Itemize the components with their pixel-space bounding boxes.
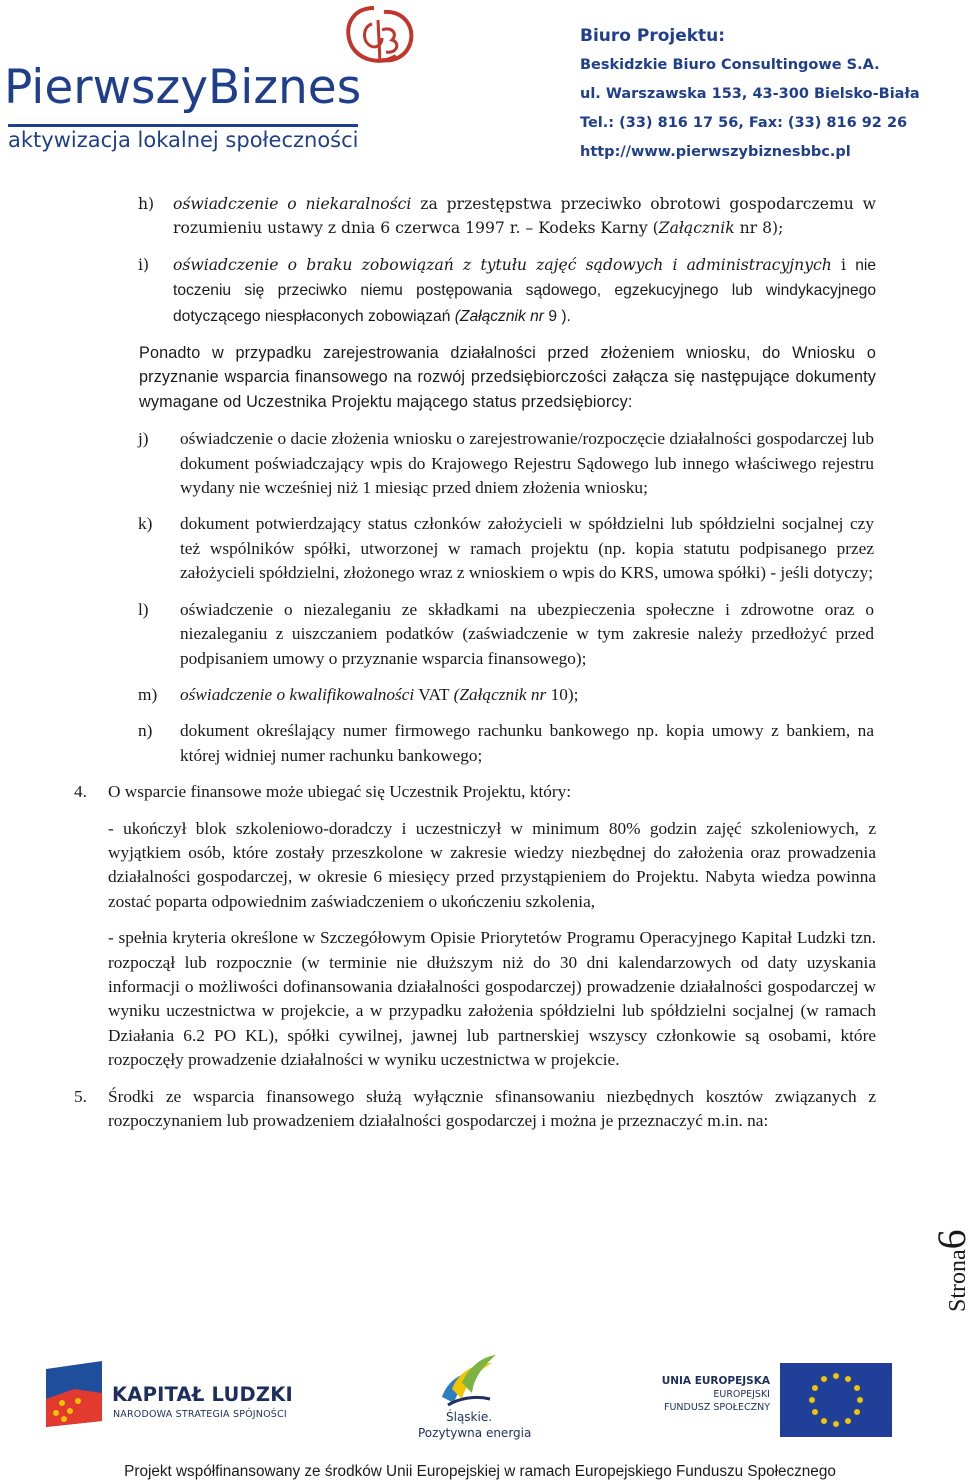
list-label: k) [138,514,153,534]
item-text: 10); [546,684,579,704]
item-text: dokument określający numer firmowego rachunku bankowego np. kopia umowy z bankiem, na której widniej numer rachunku bankowego; [180,721,874,765]
point-number: 4. [74,782,87,802]
item-text: 9 ). [544,307,571,325]
brand-tagline: aktywizacja lokalnej społeczności [8,128,359,152]
office-company: Beskidzkie Biuro Consultingowe S.A. [580,57,880,73]
list-label: m) [138,684,158,704]
page-digit: 6 [929,1229,974,1250]
list-item-l [138,598,874,671]
numbered-point-4 [74,780,876,804]
item-text-sans: nie toczeniu się przeciwko niemu postępowania sądowego, egzekucyjnego lub windykacyjnego dotyczącego niespłaconych zobowiązań [173,256,876,325]
page-number [928,1229,975,1312]
point-text: Środki ze wsparcia finansowego służą wyłącznie sfinansowaniu niezbędnych kosztów związanych z rozpoczynaniem lub prowadzeniem działalności gospodarczej i można je przeznaczyć m.in. na: [108,1086,876,1130]
item-text: dokument potwierdzający status członków założycieli w spółdzielni lub spółdzielni socjalnej czy też wspólników spółki, utworzonej w ramach projektu (np. kopia statutu podpisanego przez założycieli spółdzielni, złożonego wraz z wnioskiem o wpis do KRS, umowa spółki) - jeśli dotyczy; [180,514,874,583]
footer-logos [0,1345,960,1445]
brand-underline [8,124,358,127]
ue-fund-2: FUNDUSZ SPOŁECZNY [664,1402,770,1413]
item-text-italic: oświadczenie o braku zobowiązań z tytułu zajęć sądowych i administracyjnych [173,255,832,274]
list-item-m [138,683,874,707]
item-text-italic: (Załącznik nr [453,684,547,704]
ue-fund-1: EUROPEJSKI [713,1389,770,1400]
brand-title: PierwszyBiznes [4,60,362,115]
ue-text [652,1375,770,1414]
item-text-italic: oświadczenie o niekaralności [173,195,412,213]
point-number: 5. [74,1086,87,1106]
eu-flag-icon [780,1363,892,1437]
slaskie-slogan: Pozytywna energia [418,1426,532,1440]
item-text: za przestępstwa przeciwko obrotowi gospodarczemu w rozumieniu ustawy z dnia 6 czerwca 1997 r. – Kodeks Karny ( [173,195,876,238]
item-text: nr 8); [734,219,784,238]
kapital-ludzki-title: KAPITAŁ LUDZKI [112,1383,293,1406]
ue-title: UNIA EUROPEJSKA [661,1375,770,1387]
item-text-italic: oświadczenie o kwalifikowalności [180,684,415,704]
list-item-k [138,512,874,585]
list-item-i [138,253,876,329]
item-text: oświadczenie o dacie złożenia wniosku o zarejestrowanie/rozpoczęcie działalności gospodarczej lub dokument poświadczający wpis do Krajowego Rejestru Sądowego lub innego właściwego rejestru wydany nie wcześniej niż 1 miesiąc przed dniem złożenia wniosku; [180,429,874,498]
list-label: i) [138,255,150,274]
footer-cofinancing-note: Projekt współfinansowany ze środków Unii Europejskiej w ramach Europejskiego Funduszu Społecznego [124,1463,836,1480]
item-text: VAT [414,684,454,704]
numbered-point-5 [74,1085,876,1134]
list-label: n) [138,721,153,741]
point-text: O wsparcie finansowe może ubiegać się Uczestnik Projektu, który: [108,782,572,802]
letterhead [0,0,960,175]
list-label: l) [138,599,149,619]
list-label: h) [138,195,155,213]
slaskie-logo-icon [434,1349,500,1411]
criteria-dash-2: - spełnia kryteria określone w Szczegółowym Opisie Priorytetów Programu Operacyjnego Kapitał Ludzki tzn. rozpoczął lub rozpocznie (w terminie nie dłuższym niż do 30 dni kalendarzowych od daty uzyskania informacji o możliwości dofinansowania działalności gospodarczej) prowadzenie działalności gospodarczej w wyniku uczestnictwa w projekcie, a w przypadku założenia spółdzielni lub spółdzielni socjalnej (w ramach Działania 6.2 PO KL), spółki cywilnej, jawnej lub partnerskiej wszyscy członkowie są osobami, które rozpoczęły prowadzenie działalności w wyniku uczestnictwa w projekcie. [108,928,876,1070]
item-text: oświadczenie o niezaleganiu ze składkami na ubezpieczenia społeczne i zdrowotne oraz o niezaleganiu z uiszczaniem podatków (zaświadczenie w tym zakresie należy przedłożyć przed podpisaniem umowy o przyznanie wsparcia finansowego); [180,599,874,668]
list-item-n [138,719,874,768]
kapital-ludzki-subtitle: NARODOWA STRATEGIA SPÓJNOŚCI [113,1409,287,1420]
slaskie-name: Śląskie. [446,1410,493,1424]
kapital-ludzki-flag-icon [44,1359,106,1429]
document-body [0,192,960,1133]
office-url[interactable]: http://www.pierwszybiznesbbc.pl [580,144,851,160]
office-title: Biuro Projektu: [580,26,726,46]
item-text-italic: Załącznik [658,219,735,238]
office-phone: Tel.: (33) 816 17 56, Fax: (33) 816 92 26 [580,115,908,131]
criteria-dash-1: - ukończył blok szkoleniowo-doradczy i uczestniczył w minimum 80% godzin zajęć szkoleniowych, z wyjątkiem osób, które zostały przeszkolone w zakresie wiedzy niezbędnej do założenia oraz prowadzenia działalności gospodarczej, w okresie 6 miesięcy przed przystąpieniem do Projektu. Nabyta wiedza powinna zostać poparta odpowiednim zaświadczeniem o ukończeniu szkolenia, [108,818,876,911]
paragraph-intro: Ponadto w przypadku zarejestrowania działalności przed złożeniem wniosku, do Wniosku o przyznanie wsparcia finansowego na rozwój przedsiębiorczości załącza się następujące dokumenty wymagane od Uczestnika Projektu mającego status przedsiębiorcy: [139,344,876,411]
item-text: i [831,255,856,274]
list-item-j [138,427,874,500]
list-item-h [138,192,876,241]
project-office-info [580,22,920,167]
list-label: j) [138,429,149,449]
office-address: ul. Warszawska 153, 43-300 Bielsko-Biała [580,86,920,102]
item-text-italic: (Załącznik nr [454,307,544,325]
page-word: Strona [945,1249,971,1312]
